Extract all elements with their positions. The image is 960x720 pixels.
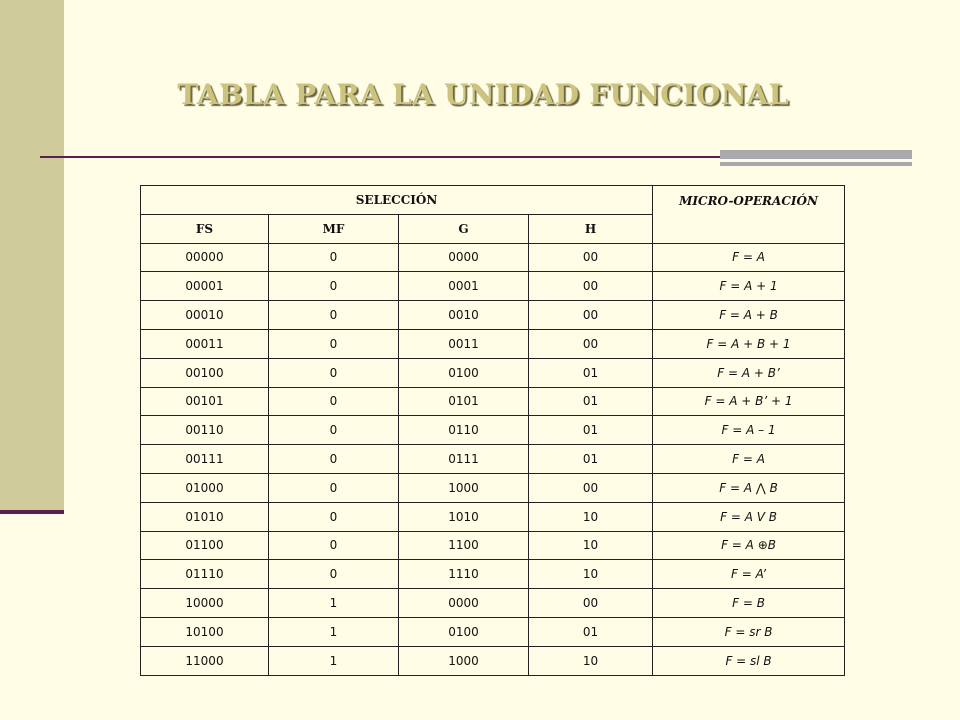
cell-h: 00 [529,473,653,502]
table-row [141,416,845,445]
cell-fs: 00101 [141,387,269,416]
cell-fs: 00001 [141,272,269,301]
cell-fs: 00100 [141,358,269,387]
title-divider-line [40,156,720,158]
divider-gray-block-bottom [720,162,912,166]
micro-operation-header: MICRO-OPERACIÓN [653,186,845,244]
cell-h: 10 [529,560,653,589]
cell-micro-operation: F = B [653,589,845,618]
cell-fs: 00110 [141,416,269,445]
column-header-h: H [529,214,653,243]
cell-g: 0111 [399,445,529,474]
table-row [141,473,845,502]
cell-g: 0001 [399,272,529,301]
cell-g: 1100 [399,531,529,560]
cell-h: 10 [529,531,653,560]
cell-micro-operation: F = A – 1 [653,416,845,445]
cell-mf: 0 [269,560,399,589]
cell-fs: 01110 [141,560,269,589]
table-row [141,589,845,618]
cell-fs: 10000 [141,589,269,618]
cell-mf: 0 [269,243,399,272]
cell-g: 1000 [399,473,529,502]
cell-mf: 0 [269,329,399,358]
table-row [141,387,845,416]
cell-fs: 01010 [141,502,269,531]
table-row [141,329,845,358]
cell-g: 0000 [399,589,529,618]
cell-mf: 1 [269,646,399,675]
cell-micro-operation: F = A + B [653,301,845,330]
cell-fs: 00111 [141,445,269,474]
cell-micro-operation: F = A [653,243,845,272]
table-row [141,617,845,646]
cell-mf: 0 [269,272,399,301]
cell-g: 1010 [399,502,529,531]
cell-micro-operation: F = A ⋀ B [653,473,845,502]
cell-micro-operation: F = A ⊕B [653,531,845,560]
cell-g: 0010 [399,301,529,330]
cell-mf: 0 [269,445,399,474]
cell-mf: 0 [269,502,399,531]
table-row [141,243,845,272]
cell-g: 0011 [399,329,529,358]
cell-mf: 1 [269,617,399,646]
cell-g: 0101 [399,387,529,416]
cell-micro-operation: F = sr B [653,617,845,646]
table-row [141,502,845,531]
cell-h: 00 [529,589,653,618]
selection-header: SELECCIÓN [141,186,653,215]
table-row [141,445,845,474]
cell-mf: 0 [269,358,399,387]
cell-mf: 0 [269,531,399,560]
cell-micro-operation: F = A + B + 1 [653,329,845,358]
cell-mf: 0 [269,387,399,416]
table-row [141,301,845,330]
cell-h: 10 [529,646,653,675]
table-row [141,358,845,387]
table-body [141,243,845,675]
cell-mf: 1 [269,589,399,618]
table-row [141,272,845,301]
cell-g: 0110 [399,416,529,445]
cell-g: 0100 [399,358,529,387]
cell-micro-operation: F = A [653,445,845,474]
column-header-g: G [399,214,529,243]
cell-h: 00 [529,272,653,301]
left-decorative-bar [0,0,64,512]
column-header-mf: MF [269,214,399,243]
cell-g: 1000 [399,646,529,675]
cell-fs: 01000 [141,473,269,502]
cell-h: 00 [529,329,653,358]
cell-h: 00 [529,301,653,330]
cell-h: 01 [529,445,653,474]
cell-micro-operation: F = A V B [653,502,845,531]
function-unit-table [140,185,845,676]
cell-h: 01 [529,387,653,416]
slide-title: TABLA PARA LA UNIDAD FUNCIONAL [177,78,789,111]
cell-micro-operation: F = A + B’ [653,358,845,387]
cell-fs: 00000 [141,243,269,272]
cell-h: 01 [529,358,653,387]
cell-g: 0100 [399,617,529,646]
cell-fs: 00010 [141,301,269,330]
cell-mf: 0 [269,473,399,502]
cell-micro-operation: F = A + B’ + 1 [653,387,845,416]
cell-micro-operation: F = A + 1 [653,272,845,301]
table-row [141,531,845,560]
cell-fs: 11000 [141,646,269,675]
cell-h: 01 [529,617,653,646]
cell-micro-operation: F = A’ [653,560,845,589]
cell-h: 01 [529,416,653,445]
cell-fs: 01100 [141,531,269,560]
cell-g: 0000 [399,243,529,272]
cell-h: 00 [529,243,653,272]
divider-gray-block-top [720,150,912,159]
cell-fs: 10100 [141,617,269,646]
cell-g: 1110 [399,560,529,589]
cell-mf: 0 [269,301,399,330]
table-row [141,560,845,589]
cell-fs: 00011 [141,329,269,358]
cell-h: 10 [529,502,653,531]
column-header-fs: FS [141,214,269,243]
table-row [141,646,845,675]
cell-mf: 0 [269,416,399,445]
left-bar-underline [0,510,64,514]
cell-micro-operation: F = sl B [653,646,845,675]
